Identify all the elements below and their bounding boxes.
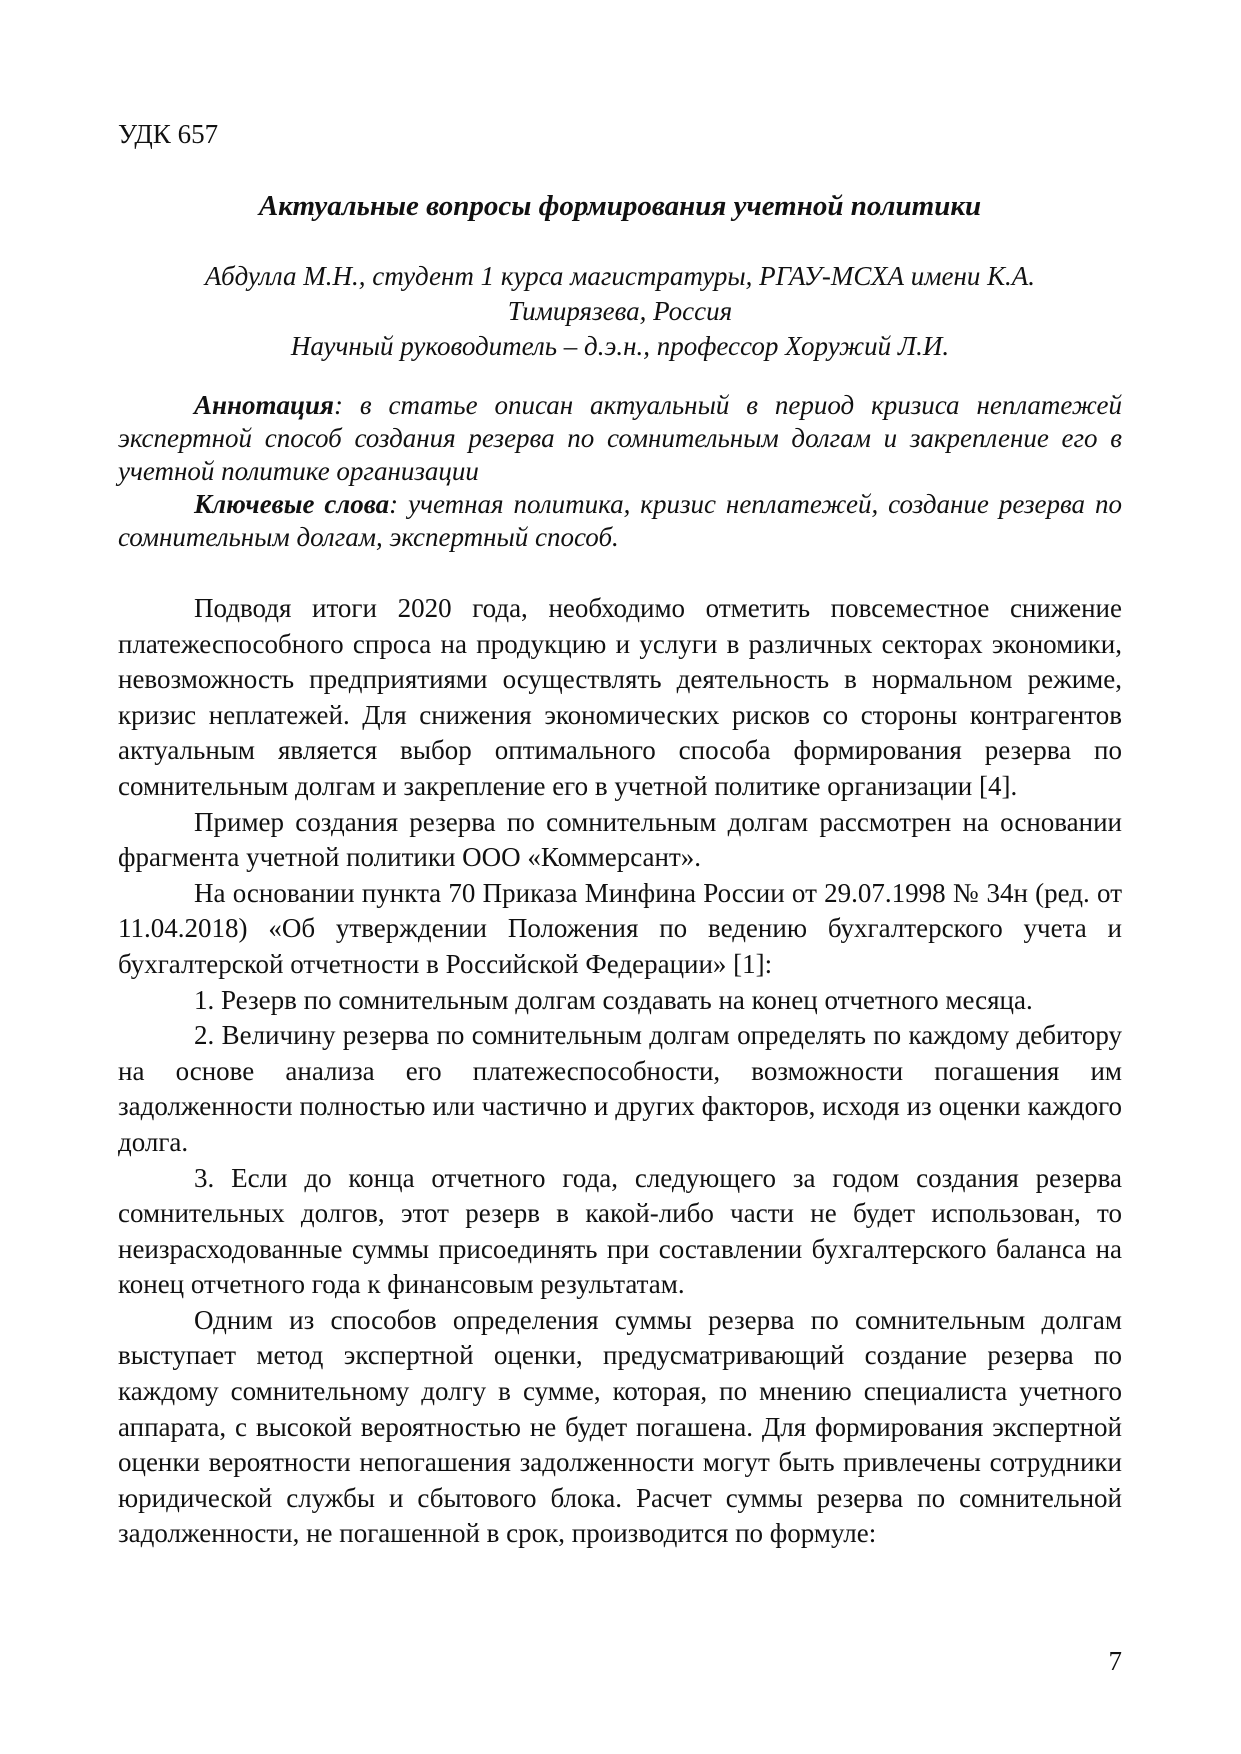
document-page [118,0,1122,1754]
author-affiliation: Тимирязева, Россия [507,296,733,326]
author-block [118,259,1122,364]
list-item: 2. Величину резерва по сомнительным долгам определять по каждому дебитору на основе анализа его платежеспособности, возможности погашения им задолженности полностью или частично и других факторов, исходя из оценки каждого долга. [118,1020,1122,1157]
udk-code: УДК 657 [118,119,219,149]
article-title: Актуальные вопросы формирования учетной политики [258,190,982,222]
keywords-text: : учетная политика, кризис неплатежей, создание резерва по сомнительным долгам, экспертный способ. [118,489,1122,552]
author-line: Абдулла М.Н., студент 1 курса магистратуры, РГАУ-МСХА имени К.А. [204,261,1036,291]
annotation-paragraph [118,389,1122,488]
article-body [118,591,1122,1552]
page-number: 7 [1108,1646,1122,1676]
annotation-label: Аннотация [194,390,334,420]
body-paragraph: Пример создания резерва по сомнительным долгам рассмотрен на основании фрагмента учетной политики ООО «Коммерсант». [118,806,1122,873]
annotation-block [118,389,1122,554]
supervisor-line: Научный руководитель – д.э.н., профессор Хоружий Л.И. [290,331,950,361]
body-paragraph: На основании пункта 70 Приказа Минфина России от 29.07.1998 № 34н (ред. от 11.04.2018) «Об утверждении Положения по ведению бухгалтерского учета и бухгалтерской отчетности в Российской Федерации» [1]: [118,877,1122,979]
list-item: 1. Резерв по сомнительным долгам создавать на конец отчетного месяца. [194,984,1033,1015]
keywords-label: Ключевые слова [194,489,390,519]
annotation-text: : в статье описан актуальный в период кризиса неплатежей экспертной способ создания резерва по сомнительным долгам и закрепление его в учетной политике организации [118,390,1122,486]
keywords-paragraph [118,488,1122,554]
body-paragraph: Подводя итоги 2020 года, необходимо отметить повсеместное снижение платежеспособного спроса на продукцию и услуги в различных секторах экономики, невозможность предприятиями осуществлять деятельность в нормальном режиме, кризис неплатежей. Для снижения экономических рисков со стороны контрагентов актуальным является выбор оптимального способа формирования резерва по сомнительным долгам и закрепление его в учетной политике организации [4]. [118,593,1122,801]
body-paragraph: Одним из способов определения суммы резерва по сомнительным долгам выступает метод экспертной оценки, предусматривающий создание резерва по каждому сомнительному долгу в сумме, которая, по мнению специалиста учетного аппарата, с высокой вероятностью не будет погашена. Для формирования экспертной оценки вероятности непогашения задолженности могут быть привлечены сотрудники юридической службы и сбытового блока. Расчет суммы резерва по сомнительной задолженности, не погашенной в срок, производится по формуле: [118,1304,1122,1549]
list-item: 3. Если до конца отчетного года, следующего за годом создания резерва сомнительных долгов, этот резерв в какой-либо части не будет использован, то неизрасходованные суммы присоединять при составлении бухгалтерского баланса на конец отчетного года к финансовым результатам. [118,1162,1122,1300]
